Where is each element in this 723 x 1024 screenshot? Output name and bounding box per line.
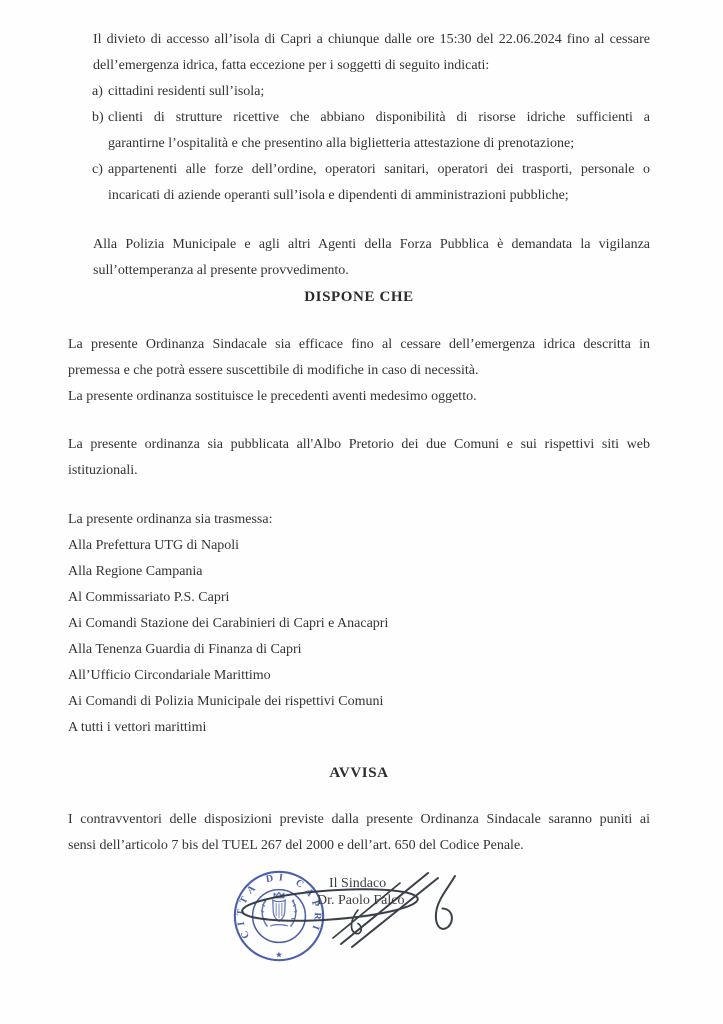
recipient-line: Alla Prefettura UTG di Napoli <box>68 538 240 553</box>
text-line: sensi dell’articolo 7 bis del TUEL 267 del 2000 e dell’art. 650 del Codice Penale. <box>68 838 524 853</box>
list-marker: b) <box>92 110 104 125</box>
recipient-line: Alla Tenenza Guardia di Finanza di Capri <box>68 642 302 657</box>
text-line: Il divieto di accesso all’isola di Capri a chiunque dalle ore 15:30 del 22.06.2024 fino al cessare <box>93 32 650 47</box>
efficacy-paragraph <box>68 332 650 384</box>
list-item-text <box>108 157 650 209</box>
text-line: La presente Ordinanza Sindacale sia efficace fino al cessare dell’emergenza idrica descritta in <box>68 337 650 352</box>
text-line: incaricati di aziende operanti sull’isola e dipendenti di amministrazioni pubbliche; <box>108 188 569 203</box>
recipient-line: Ai Comandi Stazione dei Carabinieri di Capri e Anacapri <box>68 616 389 631</box>
transmission-intro: La presente ordinanza sia trasmessa: <box>68 512 273 527</box>
text-line: appartenenti alle forze dell’ordine, operatori sanitari, operatori dei trasporti, personale o <box>108 162 650 177</box>
star-icon: ★ <box>275 949 283 960</box>
recipient-line: A tutti i vettori marittimi <box>68 720 207 735</box>
recipient-line: All’Ufficio Circondariale Marittimo <box>68 668 271 683</box>
list-marker: c) <box>92 162 103 177</box>
exceptions-list <box>93 79 650 209</box>
seal-text: CITTÀ DI CAPRI <box>235 872 323 941</box>
list-item-c <box>93 157 650 209</box>
document-body <box>68 0 650 859</box>
text-line: cittadini residenti sull’isola; <box>108 84 265 99</box>
coat-of-arms-icon <box>261 892 297 926</box>
text-line: garantirne l’ospitalità e che presentino alla biglietteria attestazione di prenotazione; <box>108 136 575 151</box>
text-line: sull’ottemperanza al presente provvedimento. <box>93 263 349 278</box>
text-line: dell’emergenza idrica, fatta eccezione per i soggetti di seguito indicati: <box>93 58 490 73</box>
list-item-a <box>93 79 650 105</box>
capri-city-seal-stamp <box>231 866 327 966</box>
vigilance-paragraph <box>93 232 650 284</box>
recipient-line: Al Commissariato P.S. Capri <box>68 590 230 605</box>
publication-paragraph <box>68 432 650 484</box>
text-line: clienti di strutture ricettive che abbiano disponibilità di risorse idriche sufficienti a <box>108 110 650 125</box>
signature-role: Il Sindaco <box>329 876 387 891</box>
text-line: La presente ordinanza sostituisce le precedenti aventi medesimo oggetto. <box>68 389 477 404</box>
text-line: La presente ordinanza sia pubblicata all'Albo Pretorio dei due Comuni e sui rispettivi siti web <box>68 437 650 452</box>
penalty-paragraph <box>68 807 650 859</box>
avvisa-heading: AVVISA <box>329 765 389 781</box>
recipient-line: Alla Regione Campania <box>68 564 203 579</box>
recipient-line: Ai Comandi di Polizia Municipale dei rispettivi Comuni <box>68 694 384 709</box>
dispone-che-heading: DISPONE CHE <box>304 289 414 305</box>
signature-name: Dr. Paolo Falco <box>317 892 405 908</box>
replaces-paragraph <box>68 384 650 410</box>
handwritten-signature <box>220 858 470 958</box>
list-marker: a) <box>92 84 103 99</box>
signer-text <box>317 876 405 909</box>
recipients-list <box>68 533 650 741</box>
text-line: premessa e che potrà essere suscettibile di modifiche in caso di necessità. <box>68 363 479 378</box>
list-item-b <box>93 105 650 157</box>
text-line: istituzionali. <box>68 463 138 478</box>
list-item-text <box>108 79 650 105</box>
list-item-text <box>108 105 650 157</box>
text-line: I contravventori delle disposizioni previste dalla presente Ordinanza Sindacale saranno puniti ai <box>68 812 650 827</box>
intro-paragraph <box>93 27 650 79</box>
text-line: Alla Polizia Municipale e agli altri Agenti della Forza Pubblica è demandata la vigilanza <box>93 237 650 252</box>
